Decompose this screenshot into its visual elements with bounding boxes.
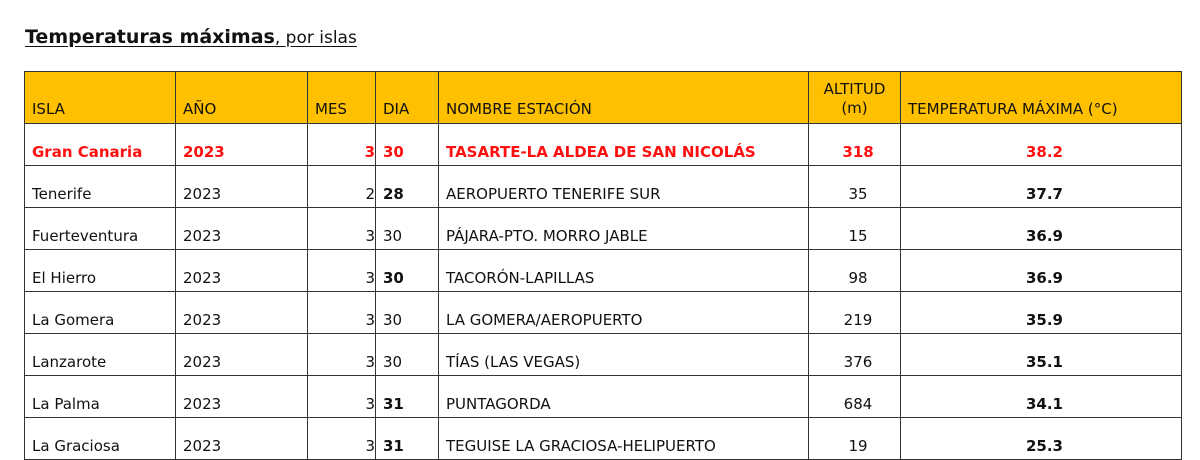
header-anio: AÑO	[176, 72, 308, 124]
cell-estacion: LA GOMERA/AEROPUERTO	[439, 292, 809, 334]
cell-isla: Gran Canaria	[25, 124, 176, 166]
cell-temperatura: 34.1	[901, 376, 1182, 418]
table-row	[25, 292, 1182, 334]
header-dia: DIA	[376, 72, 439, 124]
cell-dia: 30	[376, 292, 439, 334]
cell-anio: 2023	[176, 250, 308, 292]
cell-altitud: 684	[809, 376, 901, 418]
header-altitud	[809, 72, 901, 124]
cell-dia: 30	[376, 250, 439, 292]
table-row	[25, 418, 1182, 460]
cell-isla: El Hierro	[25, 250, 176, 292]
cell-anio: 2023	[176, 376, 308, 418]
cell-temperatura: 35.1	[901, 334, 1182, 376]
cell-temperatura: 36.9	[901, 250, 1182, 292]
cell-altitud: 219	[809, 292, 901, 334]
cell-isla: La Gomera	[25, 292, 176, 334]
table-row	[25, 334, 1182, 376]
title-suffix: , por islas	[274, 28, 357, 48]
cell-isla: Tenerife	[25, 166, 176, 208]
cell-mes: 2	[308, 166, 376, 208]
cell-estacion: AEROPUERTO TENERIFE SUR	[439, 166, 809, 208]
header-altitud-line1: ALTITUD	[823, 80, 886, 98]
cell-anio: 2023	[176, 418, 308, 460]
cell-dia: 28	[376, 166, 439, 208]
cell-altitud: 35	[809, 166, 901, 208]
cell-temperatura: 35.9	[901, 292, 1182, 334]
header-mes: MES	[308, 72, 376, 124]
cell-altitud: 318	[809, 124, 901, 166]
cell-estacion: PUNTAGORDA	[439, 376, 809, 418]
cell-estacion: TACORÓN-LAPILLAS	[439, 250, 809, 292]
cell-anio: 2023	[176, 166, 308, 208]
cell-mes: 3	[308, 376, 376, 418]
table-row	[25, 166, 1182, 208]
cell-anio: 2023	[176, 292, 308, 334]
cell-mes: 3	[308, 334, 376, 376]
page-title	[25, 26, 357, 48]
cell-altitud: 19	[809, 418, 901, 460]
cell-anio: 2023	[176, 208, 308, 250]
table-row	[25, 250, 1182, 292]
cell-temperatura: 37.7	[901, 166, 1182, 208]
table-row	[25, 208, 1182, 250]
table-row	[25, 376, 1182, 418]
cell-anio: 2023	[176, 334, 308, 376]
cell-altitud: 15	[809, 208, 901, 250]
cell-dia: 30	[376, 208, 439, 250]
cell-mes: 3	[308, 124, 376, 166]
header-temperatura: TEMPERATURA MÁXIMA (°C)	[901, 72, 1182, 124]
cell-dia: 30	[376, 334, 439, 376]
cell-isla: Fuerteventura	[25, 208, 176, 250]
cell-isla: La Palma	[25, 376, 176, 418]
cell-mes: 3	[308, 292, 376, 334]
cell-altitud: 98	[809, 250, 901, 292]
cell-estacion: TÍAS (LAS VEGAS)	[439, 334, 809, 376]
temperature-table	[24, 71, 1182, 460]
cell-temperatura: 36.9	[901, 208, 1182, 250]
cell-altitud: 376	[809, 334, 901, 376]
cell-mes: 3	[308, 418, 376, 460]
cell-temperatura: 25.3	[901, 418, 1182, 460]
cell-dia: 31	[376, 376, 439, 418]
header-estacion: NOMBRE ESTACIÓN	[439, 72, 809, 124]
cell-estacion: TEGUISE LA GRACIOSA-HELIPUERTO	[439, 418, 809, 460]
table-header-row	[25, 72, 1182, 124]
cell-temperatura: 38.2	[901, 124, 1182, 166]
title-main: Temperaturas máximas	[25, 26, 275, 48]
cell-mes: 3	[308, 208, 376, 250]
header-isla: ISLA	[25, 72, 176, 124]
cell-estacion: TASARTE-LA ALDEA DE SAN NICOLÁS	[439, 124, 809, 166]
cell-dia: 31	[376, 418, 439, 460]
cell-mes: 3	[308, 250, 376, 292]
cell-isla: La Graciosa	[25, 418, 176, 460]
cell-isla: Lanzarote	[25, 334, 176, 376]
cell-anio: 2023	[176, 124, 308, 166]
cell-dia: 30	[376, 124, 439, 166]
table-row	[25, 124, 1182, 166]
header-altitud-line2: (m)	[841, 99, 868, 117]
cell-estacion: PÁJARA-PTO. MORRO JABLE	[439, 208, 809, 250]
